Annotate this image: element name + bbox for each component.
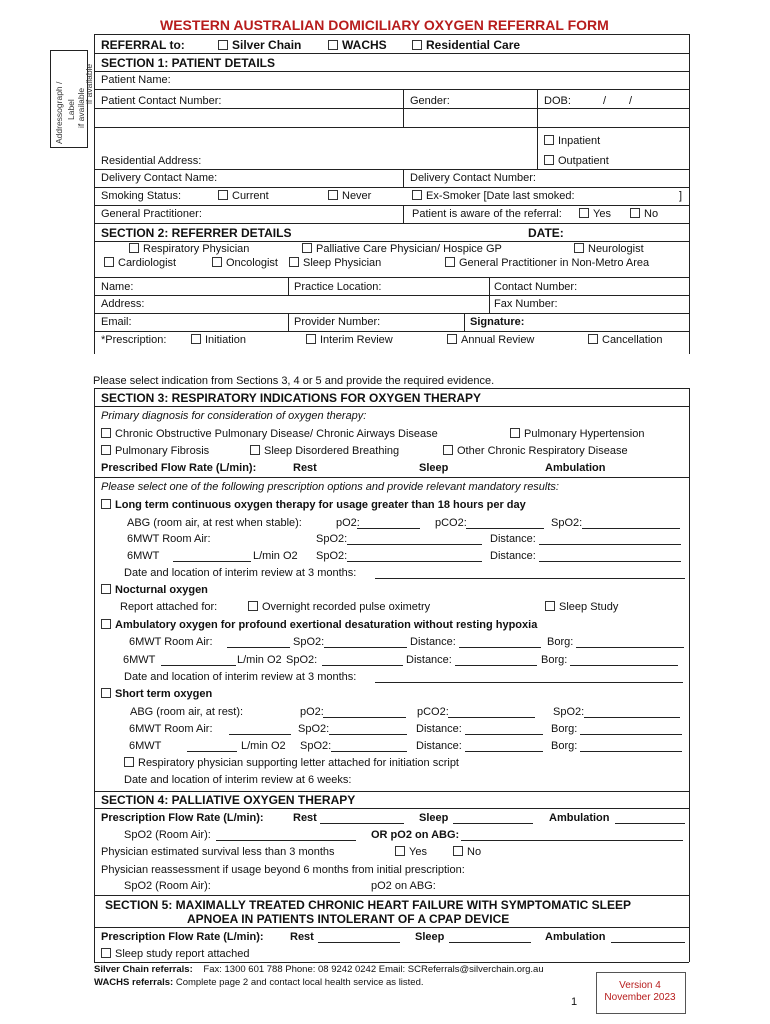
checkbox-icon[interactable]: [212, 257, 222, 267]
divider: [94, 223, 689, 224]
page-number: 1: [571, 996, 578, 1008]
amb-6mwt-room-label: 6MWT Room Air:: [129, 636, 213, 648]
divider: [403, 205, 404, 223]
divider: [94, 962, 689, 963]
aware-no-label: No: [644, 208, 659, 220]
s4-survival-no-option[interactable]: [453, 846, 481, 858]
palliative-label: Palliative Care Physician/ Hospice GP: [316, 243, 502, 255]
long-term-label: Long term continuous oxygen therapy for usage greater than 18 hours per day: [115, 499, 526, 511]
pulmonary-htn-label: Pulmonary Hypertension: [524, 428, 645, 440]
checkbox-icon[interactable]: [328, 190, 338, 200]
amb-6mwt-o2-flow-field[interactable]: [161, 665, 236, 666]
s5-sleep-report-label: Sleep study report attached: [115, 948, 250, 960]
checkbox-icon[interactable]: [328, 40, 338, 50]
amb-distance-field[interactable]: [459, 647, 541, 648]
dob-slash-1: /: [603, 95, 607, 107]
checkbox-icon[interactable]: [574, 243, 584, 253]
addressograph-label-text-3: if available: [76, 87, 86, 128]
aware-no-option[interactable]: [630, 208, 658, 220]
referral-silver-chain-option[interactable]: [218, 38, 301, 52]
initiation-label: Initiation: [205, 334, 246, 346]
checkbox-icon[interactable]: [579, 208, 589, 218]
amb-interim-3m-label: Date and location of interim review at 3 months:: [124, 671, 357, 683]
resp-letter-option[interactable]: [124, 757, 459, 769]
amb-distance-label: Distance:: [410, 636, 456, 648]
s3-sleep-label: Sleep: [419, 462, 449, 474]
s4-reassess-label: Physician reassessment if usage beyond 6 months from initial prescription:: [101, 864, 465, 876]
resp-physician-option[interactable]: [129, 243, 249, 255]
checkbox-icon[interactable]: [412, 190, 422, 200]
amb-6mwt-o2-borg-label: Borg:: [541, 654, 568, 666]
cardiologist-option[interactable]: [104, 257, 176, 269]
lt-6mwt-distance-field[interactable]: [539, 544, 681, 545]
divider: [94, 808, 689, 809]
checkbox-icon[interactable]: [395, 846, 405, 856]
divider: [94, 477, 689, 478]
checkbox-icon[interactable]: [443, 445, 453, 455]
palliative-option[interactable]: [302, 243, 502, 255]
lt-6mwt-o2-flow-field[interactable]: [173, 561, 251, 562]
referral-residential-option[interactable]: [412, 38, 520, 52]
nocturnal-label: Nocturnal oxygen: [115, 584, 208, 596]
delivery-number-label: Delivery Contact Number:: [410, 172, 536, 184]
annual-review-option[interactable]: [447, 334, 534, 346]
checkbox-icon[interactable]: [191, 334, 201, 344]
resp-physician-label: Respiratory Physician: [143, 243, 250, 255]
smoking-ex-label: Ex-Smoker [Date last smoked:: [426, 190, 575, 202]
st-6mwt-o2-spo2-label: SpO2:: [300, 740, 332, 752]
checkbox-icon[interactable]: [306, 334, 316, 344]
divider: [288, 313, 289, 331]
checkbox-icon[interactable]: [412, 40, 422, 50]
checkbox-icon[interactable]: [129, 243, 139, 253]
lt-lmin-label: L/min O2: [253, 550, 298, 562]
divider: [94, 108, 689, 109]
interim-review-label: Interim Review: [320, 334, 393, 346]
divider: [94, 205, 689, 206]
pulmonary-htn-option[interactable]: [510, 428, 644, 440]
checkbox-icon[interactable]: [445, 257, 455, 267]
checkbox-icon[interactable]: [250, 445, 260, 455]
other-chronic-label: Other Chronic Respiratory Disease: [457, 445, 628, 457]
referrer-name-label: Name:: [101, 281, 134, 293]
checkbox-icon[interactable]: [289, 257, 299, 267]
s4-spo2-room2-label: SpO2 (Room Air):: [124, 880, 211, 892]
section2-date-label: DATE:: [528, 226, 564, 240]
referral-residential-label: Residential Care: [426, 38, 521, 52]
frame-top: [94, 34, 689, 35]
footer-silver-text: Fax: 1300 601 788 Phone: 08 9242 0242 Email: SCReferrals@silverchain.org.au: [203, 964, 544, 975]
s4-ambulation-label: Ambulation: [549, 812, 610, 824]
st-abg-rest-label: ABG (room air, at rest):: [130, 706, 244, 718]
patient-contact-label: Patient Contact Number:: [101, 95, 222, 107]
amb-6mwt-room-field[interactable]: [227, 647, 290, 648]
gp-nonmetro-label: General Practitioner in Non-Metro Area: [459, 257, 650, 269]
s5-sleep-label: Sleep: [415, 931, 445, 943]
overnight-oximetry-option[interactable]: [248, 601, 430, 613]
checkbox-icon[interactable]: [510, 428, 520, 438]
pulmonary-fibrosis-option[interactable]: [101, 445, 209, 457]
lt-pco2-field[interactable]: [466, 528, 544, 529]
primary-diagnosis-label: Primary diagnosis for consideration of oxygen therapy:: [101, 410, 367, 422]
s4-spo2-room-label: SpO2 (Room Air):: [124, 829, 211, 841]
section4-heading: SECTION 4: PALLIATIVE OXYGEN THERAPY: [101, 793, 356, 807]
section1-heading: SECTION 1: PATIENT DETAILS: [101, 56, 276, 70]
divider: [94, 295, 689, 296]
footer-wachs-label: WACHS referrals:: [94, 977, 174, 988]
st-6mwt-o2-borg-field[interactable]: [580, 751, 682, 752]
amb-spo2-label: SpO2:: [293, 636, 325, 648]
gender-label: Gender:: [410, 95, 450, 107]
addressograph-label-text-1: Addressograph /: [54, 81, 64, 144]
smoking-current-label: Current: [232, 190, 269, 202]
amb-borg-label: Borg:: [547, 636, 574, 648]
s4-sleep-label: Sleep: [419, 812, 449, 824]
s4-sleep-field[interactable]: [453, 823, 533, 824]
st-6mwt-o2-distance-label: Distance:: [416, 740, 462, 752]
aware-yes-label: Yes: [593, 208, 611, 220]
s4-or-po2-label: OR pO2 on ABG:: [371, 829, 460, 841]
st-6mwt-room-label: 6MWT Room Air:: [129, 723, 213, 735]
checkbox-icon[interactable]: [101, 688, 111, 698]
amb-6mwt-o2-label: 6MWT: [123, 654, 156, 666]
divider: [94, 277, 689, 278]
st-borg-field[interactable]: [580, 734, 682, 735]
amb-6mwt-o2-spo2-label: SpO2:: [286, 654, 318, 666]
amb-6mwt-o2-borg-field[interactable]: [570, 665, 678, 666]
checkbox-icon[interactable]: [544, 155, 554, 165]
st-distance-field[interactable]: [465, 734, 543, 735]
st-po2-label: pO2:: [300, 706, 324, 718]
footer-wachs: [94, 977, 424, 988]
s5-sleep-report-option[interactable]: [101, 948, 250, 960]
resp-letter-label: Respiratory physician supporting letter attached for initiation script: [138, 757, 459, 769]
divider: [94, 406, 689, 407]
lt-6mwt-spo2-field[interactable]: [347, 544, 482, 545]
checkbox-icon[interactable]: [545, 601, 555, 611]
s4-flow-rate-label: Prescription Flow Rate (L/min):: [101, 812, 264, 824]
lt-interim-3m-field[interactable]: [375, 578, 685, 579]
checkbox-icon[interactable]: [453, 846, 463, 856]
divider: [489, 277, 490, 313]
outpatient-label: Outpatient: [558, 155, 609, 167]
outpatient-option[interactable]: [544, 155, 609, 167]
st-6mwt-o2-spo2-field[interactable]: [331, 751, 407, 752]
smoking-never-option[interactable]: [328, 190, 371, 202]
st-pco2-field[interactable]: [448, 717, 535, 718]
section2-heading: SECTION 2: REFERRER DETAILS: [101, 226, 292, 240]
referrer-contact-label: Contact Number:: [494, 281, 578, 293]
s5-sleep-field[interactable]: [449, 942, 531, 943]
s5-flow-rate-label: Prescription Flow Rate (L/min):: [101, 931, 264, 943]
divider: [288, 277, 289, 295]
lt-pco2-label: pCO2:: [435, 517, 467, 529]
lt-6mwt-room-label: 6MWT Room Air:: [127, 533, 211, 545]
lt-6mwt-o2-spo2-label: SpO2:: [316, 550, 348, 562]
lt-spo2-label: SpO2:: [551, 517, 583, 529]
frame-right-lower: [689, 388, 690, 962]
short-term-label: Short term oxygen: [115, 688, 213, 700]
referral-wachs-option[interactable]: [328, 38, 387, 52]
inpatient-label: Inpatient: [558, 135, 601, 147]
checkbox-icon[interactable]: [101, 948, 111, 958]
checkbox-icon[interactable]: [630, 208, 640, 218]
amb-6mwt-o2-spo2-field[interactable]: [322, 665, 403, 666]
divider: [403, 169, 404, 187]
other-chronic-option[interactable]: [443, 445, 628, 457]
lt-spo2-field[interactable]: [582, 528, 680, 529]
footer-silver-chain: [94, 964, 544, 975]
addressograph-label-text-4: if available: [84, 63, 94, 104]
amb-6mwt-o2-distance-field[interactable]: [455, 665, 537, 666]
amb-6mwt-o2-distance-label: Distance:: [406, 654, 452, 666]
checkbox-icon[interactable]: [124, 757, 134, 767]
checkbox-icon[interactable]: [101, 584, 111, 594]
lt-6mwt-o2-spo2-field[interactable]: [347, 561, 482, 562]
sleep-physician-label: Sleep Physician: [303, 257, 382, 269]
checkbox-icon[interactable]: [101, 499, 111, 509]
lt-6mwt-o2-label: 6MWT: [127, 550, 160, 562]
inpatient-option[interactable]: [544, 135, 600, 147]
interim-review-option[interactable]: [306, 334, 393, 346]
st-po2-field[interactable]: [323, 717, 406, 718]
checkbox-icon[interactable]: [218, 190, 228, 200]
checkbox-icon[interactable]: [101, 445, 111, 455]
s5-ambulation-label: Ambulation: [545, 931, 606, 943]
oncologist-label: Oncologist: [226, 257, 278, 269]
smoking-status-label: Smoking Status:: [101, 190, 182, 202]
cancellation-label: Cancellation: [602, 334, 663, 346]
checkbox-icon[interactable]: [248, 601, 258, 611]
section5-heading-line1: SECTION 5: MAXIMALLY TREATED CHRONIC HEART FAILURE WITH SYMPTOMATIC SLEEP: [105, 898, 632, 912]
s4-survival-yes-option[interactable]: [395, 846, 427, 858]
divider: [94, 331, 689, 332]
divider: [94, 388, 689, 389]
abg-stable-label: ABG (room air, at rest when stable):: [127, 517, 302, 529]
lt-interim-3m-label: Date and location of interim review at 3 months:: [124, 567, 357, 579]
s3-flow-rate-label: Prescribed Flow Rate (L/min):: [101, 462, 257, 474]
report-attached-label: Report attached for:: [120, 601, 218, 613]
s3-rest-label: Rest: [293, 462, 317, 474]
sleep-study-option[interactable]: [545, 601, 618, 613]
st-6mwt-o2-distance-field[interactable]: [465, 751, 543, 752]
s4-rest-field[interactable]: [320, 823, 404, 824]
divider: [94, 169, 689, 170]
checkbox-icon[interactable]: [104, 257, 114, 267]
aware-label: Patient is aware of the referral:: [412, 208, 562, 220]
addressograph-label-text-2: Label: [66, 99, 76, 120]
short-term-option[interactable]: [101, 688, 212, 700]
referrer-address-label: Address:: [101, 298, 145, 310]
s4-survival-no-label: No: [467, 846, 482, 858]
s5-rest-field[interactable]: [318, 942, 400, 943]
copd-label: Chronic Obstructive Pulmonary Disease/ Chronic Airways Disease: [115, 428, 438, 440]
st-lmin-label: L/min O2: [241, 740, 286, 752]
version-date: November 2023: [604, 992, 676, 1003]
st-spo2-2-label: SpO2:: [298, 723, 330, 735]
frame-left: [94, 34, 95, 354]
version-label: Version 4: [619, 980, 661, 991]
st-borg-label: Borg:: [551, 723, 578, 735]
section5-heading-line2: APNOEA IN PATIENTS INTOLERANT OF A CPAP DEVICE: [187, 912, 510, 926]
sleep-physician-option[interactable]: [289, 257, 381, 269]
divider: [94, 313, 689, 314]
divider: [94, 89, 689, 90]
overnight-oximetry-label: Overnight recorded pulse oximetry: [262, 601, 431, 613]
practice-location-label: Practice Location:: [294, 281, 382, 293]
s3-ambulation-label: Ambulation: [545, 462, 606, 474]
s5-rest-label: Rest: [290, 931, 314, 943]
st-6mwt-o2-label: 6MWT: [129, 740, 162, 752]
lt-6mwt-spo2-label: SpO2:: [316, 533, 348, 545]
lt-6mwt-distance-label: Distance:: [490, 533, 536, 545]
st-interim-6w-label: Date and location of interim review at 6 weeks:: [124, 774, 352, 786]
pulmonary-fibrosis-label: Pulmonary Fibrosis: [115, 445, 210, 457]
smoking-ex-option[interactable]: [412, 190, 575, 202]
st-6mwt-spo2-field[interactable]: [329, 734, 407, 735]
divider: [537, 89, 538, 169]
smoking-current-option[interactable]: [218, 190, 269, 202]
divider: [94, 127, 689, 128]
s4-po2-abg2-label: pO2 on ABG:: [371, 880, 436, 892]
amb-spo2-field[interactable]: [324, 647, 407, 648]
s4-po2-abg-field[interactable]: [461, 840, 683, 841]
s4-rest-label: Rest: [293, 812, 317, 824]
referrer-email-label: Email:: [101, 316, 132, 328]
referral-to-label: REFERRAL to:: [101, 38, 185, 52]
sleep-disordered-option[interactable]: [250, 445, 399, 457]
st-6mwt-room-field[interactable]: [229, 734, 291, 735]
st-6mwt-o2-borg-label: Borg:: [551, 740, 578, 752]
divider: [94, 241, 689, 242]
st-distance-label: Distance:: [416, 723, 462, 735]
divider: [94, 71, 689, 72]
delivery-name-label: Delivery Contact Name:: [101, 172, 218, 184]
st-spo2-field[interactable]: [584, 717, 680, 718]
ambulatory-label: Ambulatory oxygen for profound exertional desaturation without resting hypoxia: [115, 619, 538, 631]
initiation-option[interactable]: [191, 334, 246, 346]
smoking-never-label: Never: [342, 190, 372, 202]
lt-po2-field[interactable]: [357, 528, 420, 529]
dob-slash-2: /: [629, 95, 633, 107]
prescription-label: *Prescription:: [101, 334, 167, 346]
oncologist-option[interactable]: [212, 257, 278, 269]
nocturnal-option[interactable]: [101, 584, 208, 596]
divider: [94, 53, 689, 54]
gp-label: General Practitioner:: [101, 208, 202, 220]
dob-label: DOB:: [544, 95, 571, 107]
annual-review-label: Annual Review: [461, 334, 535, 346]
frame-left-lower: [94, 388, 95, 962]
checkbox-icon[interactable]: [101, 619, 111, 629]
s4-survival-yes-label: Yes: [409, 846, 427, 858]
indication-instruction: Please select indication from Sections 3, 4 or 5 and provide the required evidence.: [93, 375, 495, 387]
gp-nonmetro-option[interactable]: [445, 257, 649, 269]
checkbox-icon[interactable]: [544, 135, 554, 145]
ambulatory-option[interactable]: [101, 619, 537, 631]
cancellation-option[interactable]: [588, 334, 663, 346]
aware-yes-option[interactable]: [579, 208, 611, 220]
patient-name-label: Patient Name:: [101, 74, 171, 86]
provider-number-label: Provider Number:: [294, 316, 381, 328]
divider: [464, 313, 465, 331]
divider: [94, 895, 689, 896]
checkbox-icon[interactable]: [447, 334, 457, 344]
neurologist-label: Neurologist: [588, 243, 644, 255]
lt-po2-label: pO2:: [336, 517, 360, 529]
st-6mwt-o2-flow-field[interactable]: [187, 751, 237, 752]
referral-wachs-label: WACHS: [342, 38, 387, 52]
frame-right: [689, 34, 690, 354]
s4-ambulation-field[interactable]: [615, 823, 685, 824]
footer-silver-label: Silver Chain referrals:: [94, 964, 193, 975]
divider: [94, 927, 689, 928]
lt-6mwt-o2-distance-label: Distance:: [490, 550, 536, 562]
form-title: WESTERN AUSTRALIAN DOMICILIARY OXYGEN REFERRAL FORM: [160, 17, 609, 33]
neurologist-option[interactable]: [574, 243, 644, 255]
checkbox-icon[interactable]: [302, 243, 312, 253]
amb-borg-field[interactable]: [576, 647, 684, 648]
sleep-study-label: Sleep Study: [559, 601, 619, 613]
checkbox-icon[interactable]: [588, 334, 598, 344]
signature-label: Signature:: [470, 316, 525, 328]
sleep-disordered-label: Sleep Disordered Breathing: [264, 445, 400, 457]
s5-ambulation-field[interactable]: [611, 942, 685, 943]
lt-6mwt-o2-distance-field[interactable]: [539, 561, 681, 562]
amb-lmin-label: L/min O2: [237, 654, 282, 666]
cardiologist-label: Cardiologist: [118, 257, 177, 269]
checkbox-icon[interactable]: [101, 428, 111, 438]
smoking-ex-close: ]: [679, 190, 683, 202]
referral-silver-chain-label: Silver Chain: [232, 38, 302, 52]
long-term-option[interactable]: [101, 499, 526, 511]
section3-heading: SECTION 3: RESPIRATORY INDICATIONS FOR OXYGEN THERAPY: [101, 391, 482, 405]
s4-spo2-room-field[interactable]: [216, 840, 356, 841]
select-one-instruction: Please select one of the following prescription options and provide relevant mandatory results:: [101, 481, 559, 493]
residential-address-label: Residential Address:: [101, 155, 202, 167]
copd-option[interactable]: [101, 428, 438, 440]
amb-interim-3m-field[interactable]: [375, 682, 683, 683]
s4-survival-label: Physician estimated survival less than 3 months: [101, 846, 335, 858]
checkbox-icon[interactable]: [218, 40, 228, 50]
referrer-fax-label: Fax Number:: [494, 298, 558, 310]
st-spo2-label: SpO2:: [553, 706, 585, 718]
st-pco2-label: pCO2:: [417, 706, 449, 718]
divider: [94, 187, 689, 188]
divider: [94, 791, 689, 792]
footer-wachs-text: Complete page 2 and contact local health service as listed.: [175, 977, 424, 988]
